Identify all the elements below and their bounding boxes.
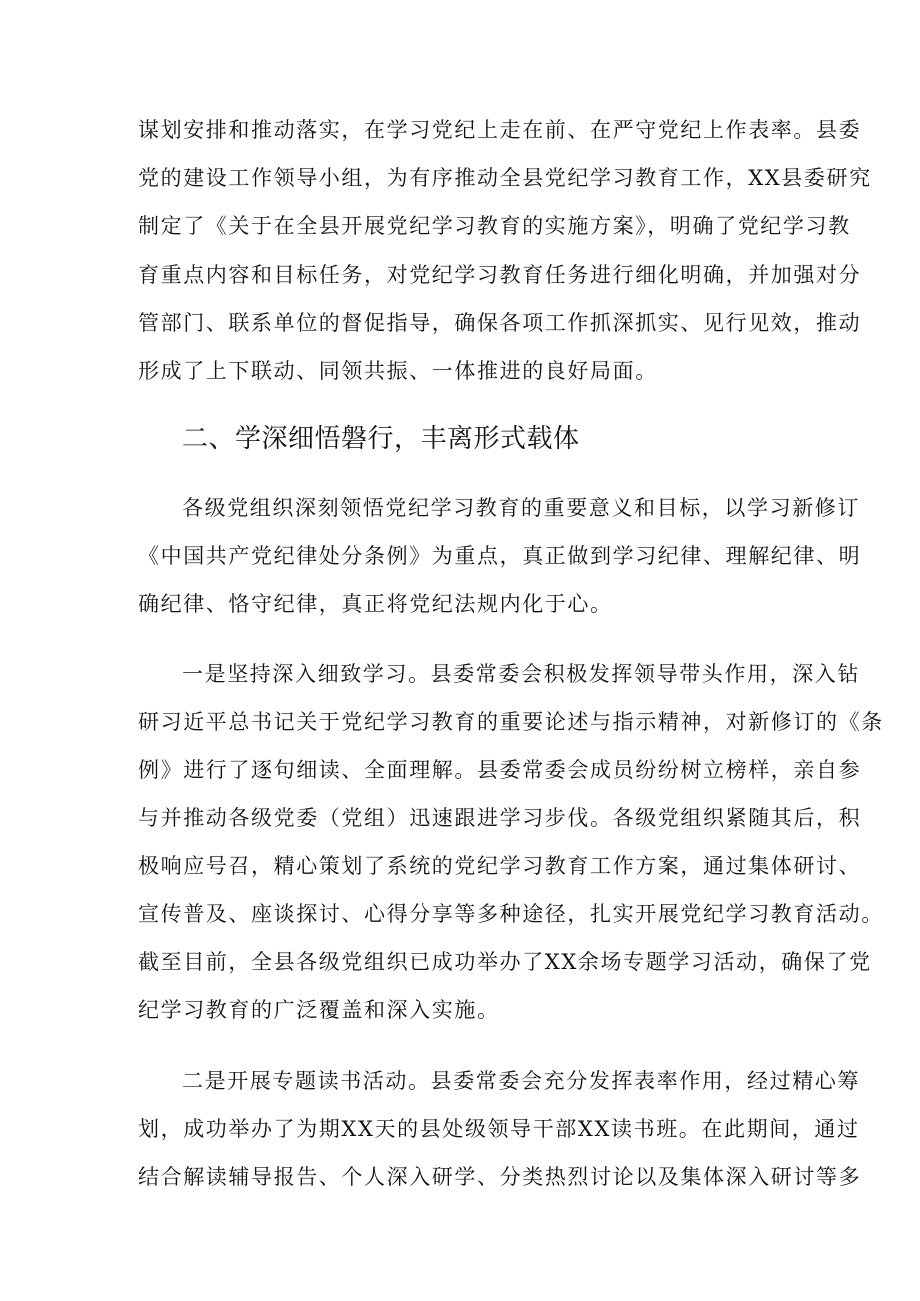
paragraph-1-line: 制定了《关于在全县开展党纪学习教育的实施方案》，明确了党纪学习教 (138, 214, 851, 238)
paragraph-3-line: 例》进行了逐句细读、全面理解。县委常委会成员纷纷树立榜样，亲自参 (138, 758, 862, 782)
paragraph-3-line: 截至目前，全县各级党组织已成功举办了XX余场专题学习活动，确保了党 (138, 950, 872, 974)
section-heading: 二、学深细悟磐行，丰离形式载体 (182, 424, 580, 454)
paragraph-3-line: 宣传普及、座谈探讨、心得分享等多种途径，扎实开展党纪学习教育活动。 (138, 902, 884, 926)
paragraph-4-line: 划，成功举办了为期XX天的县处级领导干部XX读书班。在此期间，通过 (138, 1117, 860, 1141)
paragraph-1-line: 育重点内容和目标任务，对党纪学习教育任务进行细化明确，并加强对分 (138, 263, 862, 287)
paragraph-3-line: 与并推动各级党委（党组）迅速跟进学习步伐。各级党组织紧随其后，积 (138, 806, 862, 830)
paragraph-3-line: 极响应号召，精心策划了系统的党纪学习教育工作方案，通过集体研讨、 (138, 854, 862, 878)
paragraph-2-line: 各级党组织深刻领悟党纪学习教育的重要意义和目标，以学习新修订 (182, 496, 860, 520)
paragraph-2-line: 《中国共产党纪律处分条例》为重点，真正做到学习纪律、理解纪律、明 (138, 544, 862, 568)
paragraph-3-line: 一是坚持深入细致学习。县委常委会积极发挥领导带头作用，深入钻 (182, 662, 860, 686)
paragraph-4-line: 结合解读辅导报告、个人深入研学、分类热烈讨论以及集体深入研讨等多 (138, 1165, 862, 1189)
paragraph-3-line: 纪学习教育的广泛覆盖和深入实施。 (138, 998, 500, 1022)
paragraph-2-line: 确纪律、恪守纪律，真正将党纪法规内化于心。 (138, 592, 613, 616)
paragraph-1-line: 管部门、联系单位的督促指导，确保各项工作抓深抓实、见行见效，推动 (138, 311, 862, 335)
paragraph-1-line: 党的建设工作领导小组，为有序推动全县党纪学习教育工作，XX县委研究 (138, 166, 872, 190)
paragraph-1-line: 形成了上下联动、同领共振、一体推进的良好局面。 (138, 359, 658, 383)
paragraph-1-line: 谋划安排和推动落实，在学习党纪上走在前、在严守党纪上作表率。县委 (138, 118, 862, 142)
paragraph-4-line: 二是开展专题读书活动。县委常委会充分发挥表率作用，经过精心筹 (182, 1069, 860, 1093)
paragraph-3-line: 研习近平总书记关于党纪学习教育的重要论述与指示精神，对新修订的《条 (138, 710, 884, 734)
